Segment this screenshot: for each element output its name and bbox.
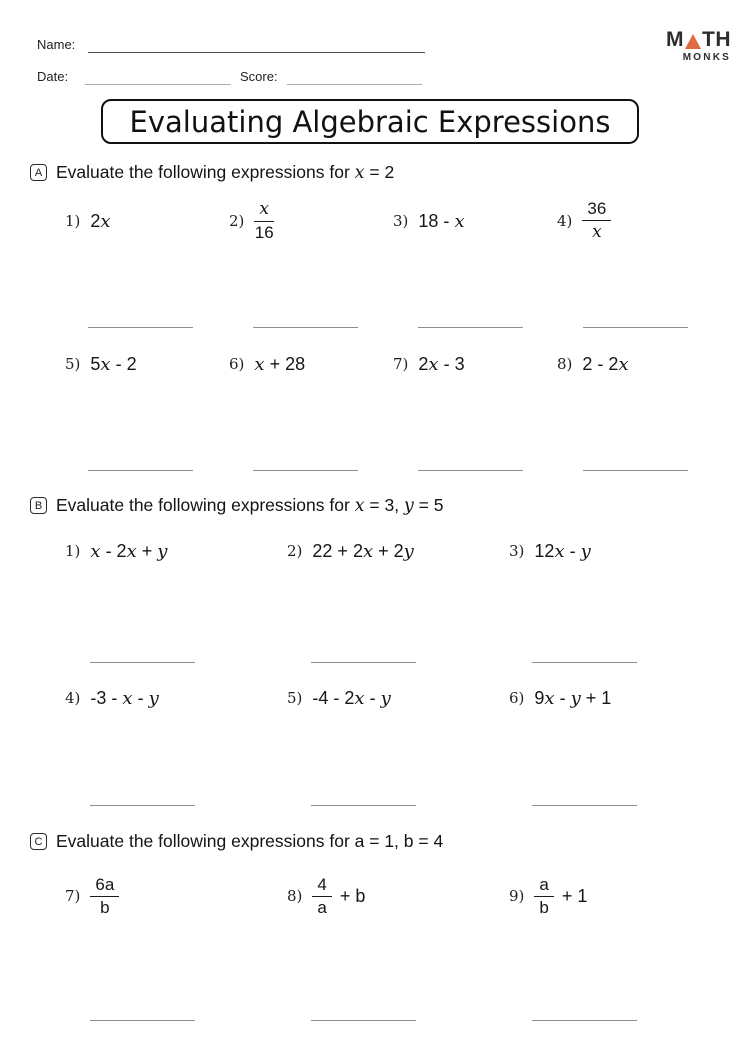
fraction [90, 875, 119, 917]
problem-a-7 [393, 350, 557, 378]
problem-number: 1) [65, 542, 81, 560]
problem-expression: 18 - x [418, 210, 465, 232]
problem-number: 8) [557, 355, 573, 373]
section-b-title: Evaluate the following expressions for x = 3, y = 5 [56, 495, 444, 516]
fraction [312, 875, 331, 917]
name-label: Name: [37, 37, 76, 52]
answer-line [253, 327, 358, 328]
fraction [582, 199, 611, 242]
answer-line [311, 1020, 416, 1021]
score-label: Score: [240, 69, 278, 84]
problem-number: 2) [229, 212, 245, 230]
problem-number: 6) [229, 355, 245, 373]
fraction-numerator: 4 [312, 875, 331, 897]
problem-b-5 [287, 684, 509, 712]
score-blank-line [287, 84, 422, 85]
section-c-heading [30, 831, 443, 852]
answer-lines-row-c-7-9 [90, 1020, 637, 1021]
problem-b-4 [65, 684, 287, 712]
problem-a-5 [65, 350, 229, 378]
fraction [534, 875, 553, 917]
section-a-badge: A [30, 164, 47, 181]
problem-number: 3) [509, 542, 525, 560]
answer-line [90, 805, 195, 806]
section-c-title: Evaluate the following expressions for a = 1, b = 4 [56, 831, 444, 851]
problem-number: 2) [287, 542, 303, 560]
problems-row-b-4-6 [65, 684, 731, 712]
answer-line [88, 470, 193, 471]
section-a-heading [30, 162, 394, 183]
answer-line [583, 470, 688, 471]
problem-number: 8) [287, 887, 303, 905]
logo-triangle-icon [685, 34, 701, 49]
fraction [254, 199, 274, 242]
problem-number: 4) [65, 689, 81, 707]
problem-expression: -3 - x - y [90, 687, 159, 709]
section-a-title: Evaluate the following expressions for x = 2 [56, 162, 395, 183]
problem-b-1 [65, 537, 287, 565]
problem-number: 3) [393, 212, 409, 230]
logo-monks-wordmark: MONKS [682, 52, 731, 63]
logo-letters-th: TH [702, 28, 731, 51]
name-blank-line [88, 52, 425, 53]
problem-number: 5) [65, 355, 81, 373]
problem-a-4 [557, 196, 721, 246]
problems-row-a-1-4 [65, 196, 721, 246]
logo-letter-m: M [666, 28, 684, 51]
problem-a-6 [229, 350, 393, 378]
problem-expression: 2x - 3 [418, 353, 465, 375]
fraction-numerator: a [534, 875, 553, 897]
worksheet-title-box [101, 99, 639, 144]
answer-lines-row-a-5-8 [88, 470, 688, 471]
problem-c-9 [509, 866, 731, 926]
answer-line [88, 327, 193, 328]
date-blank-line [85, 84, 231, 85]
problem-number: 6) [509, 689, 525, 707]
problem-expression: x + 28 [254, 353, 306, 375]
answer-line [418, 327, 523, 328]
problem-a-2 [229, 196, 393, 246]
problem-b-2 [287, 537, 509, 565]
answer-line [532, 805, 637, 806]
fraction-denominator: b [539, 897, 549, 917]
problem-expression: 12x - y [534, 540, 591, 562]
problem-expression: -4 - 2x - y [312, 687, 391, 709]
problem-a-1 [65, 196, 229, 246]
answer-line [90, 662, 195, 663]
problem-a-3 [393, 196, 557, 246]
problems-row-a-5-8 [65, 350, 721, 378]
problem-number: 9) [509, 887, 525, 905]
answer-lines-row-b-4-6 [90, 805, 637, 806]
answer-line [253, 470, 358, 471]
fraction-denominator: x [592, 222, 602, 242]
answer-line [90, 1020, 195, 1021]
section-b-badge: B [30, 497, 47, 514]
problem-number: 7) [65, 887, 81, 905]
problem-expression: 2x [90, 210, 111, 232]
fraction-numerator: x [254, 199, 274, 222]
answer-line [532, 1020, 637, 1021]
problem-b-3 [509, 537, 731, 565]
answer-lines-row-b-1-3 [90, 662, 637, 663]
fraction-denominator: 16 [254, 223, 274, 242]
fraction-denominator: b [100, 897, 110, 917]
problem-expression: 22 + 2x + 2y [312, 540, 414, 562]
problem-number: 5) [287, 689, 303, 707]
section-b-heading [30, 495, 444, 516]
problem-a-8 [557, 350, 721, 378]
problem-expression: 5x - 2 [90, 353, 137, 375]
problem-expression-suffix: + 1 [561, 885, 588, 906]
logo-math-wordmark [666, 29, 731, 50]
problem-expression: x - 2x + y [90, 540, 168, 562]
answer-line [311, 805, 416, 806]
problems-row-b-1-3 [65, 537, 731, 565]
problem-c-8 [287, 866, 509, 926]
fraction-numerator: 6a [90, 875, 119, 897]
fraction-numerator: 36 [582, 199, 611, 221]
answer-line [532, 662, 637, 663]
problem-number: 7) [393, 355, 409, 373]
problem-number: 1) [65, 212, 81, 230]
problem-expression: 9x - y + 1 [534, 687, 612, 709]
answer-line [418, 470, 523, 471]
answer-line [311, 662, 416, 663]
problem-number: 4) [557, 212, 573, 230]
math-monks-logo [666, 29, 731, 63]
problem-b-6 [509, 684, 731, 712]
fraction-denominator: a [317, 897, 327, 917]
problem-c-7 [65, 866, 287, 926]
answer-line [583, 327, 688, 328]
answer-lines-row-a-1-4 [88, 327, 688, 328]
problem-expression-suffix: + b [339, 885, 366, 906]
worksheet-title: Evaluating Algebraic Expressions [129, 104, 611, 139]
problem-expression: 2 - 2x [582, 353, 629, 375]
date-label: Date: [37, 69, 69, 84]
section-c-badge: C [30, 833, 47, 850]
problems-row-c-7-9 [65, 866, 731, 926]
